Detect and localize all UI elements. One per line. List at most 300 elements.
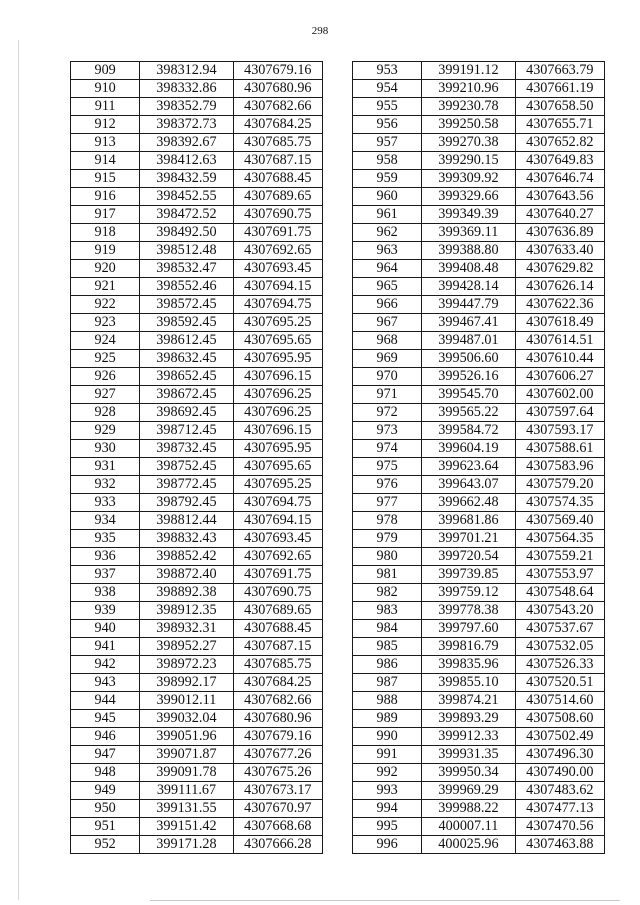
point-number-cell: 934 [71,512,140,530]
x-coordinate-cell: 399681.86 [422,512,515,530]
point-number-cell: 938 [71,584,140,602]
y-coordinate-cell: 4307588.61 [515,440,604,458]
y-coordinate-cell: 4307658.50 [515,98,604,116]
y-coordinate-cell: 4307514.60 [515,692,604,710]
table-row [71,440,323,458]
table-row [353,476,605,494]
y-coordinate-cell: 4307689.65 [233,602,322,620]
y-coordinate-cell: 4307682.66 [233,692,322,710]
point-number-cell: 948 [71,764,140,782]
point-number-cell: 983 [353,602,422,620]
y-coordinate-cell: 4307694.75 [233,494,322,512]
table-row [353,656,605,674]
x-coordinate-cell: 398992.17 [140,674,233,692]
point-number-cell: 912 [71,116,140,134]
x-coordinate-cell: 399447.79 [422,296,515,314]
table-row [71,80,323,98]
point-number-cell: 950 [71,800,140,818]
y-coordinate-cell: 4307593.17 [515,422,604,440]
y-coordinate-cell: 4307696.25 [233,386,322,404]
x-coordinate-cell: 398712.45 [140,422,233,440]
y-coordinate-cell: 4307532.05 [515,638,604,656]
x-coordinate-cell: 398732.45 [140,440,233,458]
y-coordinate-cell: 4307602.00 [515,386,604,404]
x-coordinate-cell: 398672.45 [140,386,233,404]
x-coordinate-cell: 399230.78 [422,98,515,116]
point-number-cell: 953 [353,62,422,80]
y-coordinate-cell: 4307696.15 [233,368,322,386]
table-row [353,764,605,782]
point-number-cell: 910 [71,80,140,98]
y-coordinate-cell: 4307579.20 [515,476,604,494]
table-row [71,710,323,728]
y-coordinate-cell: 4307689.65 [233,188,322,206]
table-row [71,206,323,224]
y-coordinate-cell: 4307661.19 [515,80,604,98]
x-coordinate-cell: 399388.80 [422,242,515,260]
table-row [353,620,605,638]
x-coordinate-cell: 399584.72 [422,422,515,440]
y-coordinate-cell: 4307520.51 [515,674,604,692]
y-coordinate-cell: 4307470.56 [515,818,604,836]
table-row [353,368,605,386]
x-coordinate-cell: 398892.38 [140,584,233,602]
point-number-cell: 980 [353,548,422,566]
y-coordinate-cell: 4307679.16 [233,62,322,80]
table-row [353,746,605,764]
x-coordinate-cell: 398592.45 [140,314,233,332]
y-coordinate-cell: 4307688.45 [233,620,322,638]
y-coordinate-cell: 4307668.68 [233,818,322,836]
point-number-cell: 928 [71,404,140,422]
x-coordinate-cell: 398852.42 [140,548,233,566]
table-row [71,548,323,566]
table-row [353,98,605,116]
x-coordinate-cell: 398652.45 [140,368,233,386]
x-coordinate-cell: 398952.27 [140,638,233,656]
y-coordinate-cell: 4307682.66 [233,98,322,116]
table-row [353,332,605,350]
table-row [71,404,323,422]
table-row [71,98,323,116]
x-coordinate-cell: 399816.79 [422,638,515,656]
point-number-cell: 909 [71,62,140,80]
table-row [353,116,605,134]
point-number-cell: 919 [71,242,140,260]
point-number-cell: 949 [71,782,140,800]
x-coordinate-cell: 398552.46 [140,278,233,296]
point-number-cell: 954 [353,80,422,98]
y-coordinate-cell: 4307685.75 [233,134,322,152]
x-coordinate-cell: 399526.16 [422,368,515,386]
point-number-cell: 961 [353,206,422,224]
point-number-cell: 911 [71,98,140,116]
y-coordinate-cell: 4307483.62 [515,782,604,800]
point-number-cell: 973 [353,422,422,440]
x-coordinate-cell: 399032.04 [140,710,233,728]
x-coordinate-cell: 399912.33 [422,728,515,746]
y-coordinate-cell: 4307687.15 [233,638,322,656]
x-coordinate-cell: 399623.64 [422,458,515,476]
x-coordinate-cell: 399835.96 [422,656,515,674]
x-coordinate-cell: 399329.66 [422,188,515,206]
x-coordinate-cell: 399797.60 [422,620,515,638]
x-coordinate-cell: 399428.14 [422,278,515,296]
table-row [71,134,323,152]
table-row [71,638,323,656]
y-coordinate-cell: 4307502.49 [515,728,604,746]
table-row [353,710,605,728]
point-number-cell: 992 [353,764,422,782]
x-coordinate-cell: 399662.48 [422,494,515,512]
x-coordinate-cell: 399051.96 [140,728,233,746]
y-coordinate-cell: 4307692.65 [233,548,322,566]
scan-edge-line [18,40,19,900]
y-coordinate-cell: 4307670.97 [233,800,322,818]
point-number-cell: 915 [71,170,140,188]
y-coordinate-cell: 4307694.15 [233,278,322,296]
x-coordinate-cell: 399701.21 [422,530,515,548]
table-row [353,728,605,746]
point-number-cell: 951 [71,818,140,836]
y-coordinate-cell: 4307695.95 [233,440,322,458]
table-row [71,296,323,314]
point-number-cell: 993 [353,782,422,800]
point-number-cell: 936 [71,548,140,566]
x-coordinate-cell: 398692.45 [140,404,233,422]
x-coordinate-cell: 399988.22 [422,800,515,818]
table-row [353,638,605,656]
y-coordinate-cell: 4307688.45 [233,170,322,188]
point-number-cell: 988 [353,692,422,710]
y-coordinate-cell: 4307695.95 [233,350,322,368]
point-number-cell: 990 [353,728,422,746]
x-coordinate-cell: 398312.94 [140,62,233,80]
point-number-cell: 916 [71,188,140,206]
point-number-cell: 952 [71,836,140,854]
x-coordinate-cell: 399012.11 [140,692,233,710]
x-coordinate-cell: 398452.55 [140,188,233,206]
table-row [71,476,323,494]
table-row [71,512,323,530]
y-coordinate-cell: 4307636.89 [515,224,604,242]
table-row [71,746,323,764]
point-number-cell: 930 [71,440,140,458]
point-number-cell: 935 [71,530,140,548]
table-row [353,62,605,80]
table-row [353,224,605,242]
point-number-cell: 971 [353,386,422,404]
point-number-cell: 981 [353,566,422,584]
table-row [353,206,605,224]
y-coordinate-cell: 4307684.25 [233,674,322,692]
table-row [71,314,323,332]
x-coordinate-cell: 399604.19 [422,440,515,458]
x-coordinate-cell: 399565.22 [422,404,515,422]
table-row [71,782,323,800]
table-row [71,350,323,368]
point-number-cell: 947 [71,746,140,764]
point-number-cell: 979 [353,530,422,548]
point-number-cell: 939 [71,602,140,620]
table-row [71,692,323,710]
y-coordinate-cell: 4307548.64 [515,584,604,602]
y-coordinate-cell: 4307463.88 [515,836,604,854]
point-number-cell: 920 [71,260,140,278]
table-row [353,314,605,332]
x-coordinate-cell: 398352.79 [140,98,233,116]
y-coordinate-cell: 4307695.65 [233,458,322,476]
table-row [71,368,323,386]
y-coordinate-cell: 4307677.26 [233,746,322,764]
table-row [71,674,323,692]
point-number-cell: 913 [71,134,140,152]
x-coordinate-cell: 398332.86 [140,80,233,98]
point-number-cell: 958 [353,152,422,170]
y-coordinate-cell: 4307610.44 [515,350,604,368]
point-number-cell: 991 [353,746,422,764]
point-number-cell: 927 [71,386,140,404]
y-coordinate-cell: 4307696.15 [233,422,322,440]
y-coordinate-cell: 4307695.25 [233,476,322,494]
point-number-cell: 987 [353,674,422,692]
point-number-cell: 984 [353,620,422,638]
y-coordinate-cell: 4307640.27 [515,206,604,224]
point-number-cell: 914 [71,152,140,170]
y-coordinate-cell: 4307564.35 [515,530,604,548]
y-coordinate-cell: 4307508.60 [515,710,604,728]
table-row [71,836,323,854]
x-coordinate-cell: 398912.35 [140,602,233,620]
point-number-cell: 975 [353,458,422,476]
table-row [71,566,323,584]
point-number-cell: 972 [353,404,422,422]
x-coordinate-cell: 398392.67 [140,134,233,152]
point-number-cell: 976 [353,476,422,494]
point-number-cell: 944 [71,692,140,710]
x-coordinate-cell: 398812.44 [140,512,233,530]
point-number-cell: 956 [353,116,422,134]
table-row [71,602,323,620]
y-coordinate-cell: 4307696.25 [233,404,322,422]
x-coordinate-cell: 399969.29 [422,782,515,800]
table-row [353,584,605,602]
table-row [71,62,323,80]
x-coordinate-cell: 398372.73 [140,116,233,134]
y-coordinate-cell: 4307694.75 [233,296,322,314]
y-coordinate-cell: 4307693.45 [233,260,322,278]
x-coordinate-cell: 399191.12 [422,62,515,80]
point-number-cell: 926 [71,368,140,386]
x-coordinate-cell: 399250.58 [422,116,515,134]
y-coordinate-cell: 4307691.75 [233,566,322,584]
x-coordinate-cell: 399290.15 [422,152,515,170]
table-row [71,494,323,512]
point-number-cell: 995 [353,818,422,836]
x-coordinate-cell: 399071.87 [140,746,233,764]
coordinate-table-right [352,61,605,854]
point-number-cell: 945 [71,710,140,728]
table-row [71,764,323,782]
y-coordinate-cell: 4307663.79 [515,62,604,80]
point-number-cell: 962 [353,224,422,242]
y-coordinate-cell: 4307629.82 [515,260,604,278]
y-coordinate-cell: 4307574.35 [515,494,604,512]
x-coordinate-cell: 399931.35 [422,746,515,764]
x-coordinate-cell: 398612.45 [140,332,233,350]
x-coordinate-cell: 399855.10 [422,674,515,692]
x-coordinate-cell: 399210.96 [422,80,515,98]
x-coordinate-cell: 399487.01 [422,332,515,350]
table-row [353,602,605,620]
point-number-cell: 959 [353,170,422,188]
point-number-cell: 967 [353,314,422,332]
table-row [353,278,605,296]
y-coordinate-cell: 4307569.40 [515,512,604,530]
y-coordinate-cell: 4307695.65 [233,332,322,350]
y-coordinate-cell: 4307680.96 [233,80,322,98]
table-row [353,422,605,440]
table-row [71,818,323,836]
table-row [71,800,323,818]
y-coordinate-cell: 4307643.56 [515,188,604,206]
table-row [353,242,605,260]
y-coordinate-cell: 4307559.21 [515,548,604,566]
table-row [353,494,605,512]
x-coordinate-cell: 398972.23 [140,656,233,674]
table-row [353,692,605,710]
y-coordinate-cell: 4307685.75 [233,656,322,674]
x-coordinate-cell: 399270.38 [422,134,515,152]
table-row [353,674,605,692]
x-coordinate-cell: 398872.40 [140,566,233,584]
table-row [71,224,323,242]
table-row [71,584,323,602]
x-coordinate-cell: 399950.34 [422,764,515,782]
point-number-cell: 974 [353,440,422,458]
point-number-cell: 989 [353,710,422,728]
point-number-cell: 968 [353,332,422,350]
point-number-cell: 965 [353,278,422,296]
y-coordinate-cell: 4307695.25 [233,314,322,332]
x-coordinate-cell: 399309.92 [422,170,515,188]
point-number-cell: 955 [353,98,422,116]
table-row [353,170,605,188]
x-coordinate-cell: 399349.39 [422,206,515,224]
x-coordinate-cell: 399545.70 [422,386,515,404]
y-coordinate-cell: 4307526.33 [515,656,604,674]
point-number-cell: 940 [71,620,140,638]
point-number-cell: 942 [71,656,140,674]
x-coordinate-cell: 399874.21 [422,692,515,710]
x-coordinate-cell: 399408.48 [422,260,515,278]
coordinate-table-left [70,61,323,854]
y-coordinate-cell: 4307626.14 [515,278,604,296]
table-row [353,548,605,566]
table-row [353,836,605,854]
point-number-cell: 929 [71,422,140,440]
table-row [353,80,605,98]
x-coordinate-cell: 400025.96 [422,836,515,854]
table-row [71,170,323,188]
x-coordinate-cell: 398632.45 [140,350,233,368]
y-coordinate-cell: 4307583.96 [515,458,604,476]
point-number-cell: 985 [353,638,422,656]
table-row [71,458,323,476]
x-coordinate-cell: 399171.28 [140,836,233,854]
x-coordinate-cell: 399778.38 [422,602,515,620]
table-row [71,188,323,206]
point-number-cell: 933 [71,494,140,512]
point-number-cell: 922 [71,296,140,314]
table-row [353,188,605,206]
table-row [353,260,605,278]
point-number-cell: 964 [353,260,422,278]
table-row [353,800,605,818]
scan-bottom-line [150,900,620,901]
y-coordinate-cell: 4307496.30 [515,746,604,764]
y-coordinate-cell: 4307633.40 [515,242,604,260]
table-row [71,332,323,350]
x-coordinate-cell: 399091.78 [140,764,233,782]
point-number-cell: 996 [353,836,422,854]
table-row [71,152,323,170]
point-number-cell: 918 [71,224,140,242]
point-number-cell: 924 [71,332,140,350]
y-coordinate-cell: 4307680.96 [233,710,322,728]
point-number-cell: 931 [71,458,140,476]
point-number-cell: 917 [71,206,140,224]
table-row [353,512,605,530]
table-row [71,656,323,674]
y-coordinate-cell: 4307649.83 [515,152,604,170]
y-coordinate-cell: 4307477.13 [515,800,604,818]
y-coordinate-cell: 4307673.17 [233,782,322,800]
y-coordinate-cell: 4307679.16 [233,728,322,746]
x-coordinate-cell: 398472.52 [140,206,233,224]
table-row [71,386,323,404]
point-number-cell: 986 [353,656,422,674]
table-row [71,278,323,296]
table-row [353,530,605,548]
point-number-cell: 977 [353,494,422,512]
y-coordinate-cell: 4307691.75 [233,224,322,242]
x-coordinate-cell: 398932.31 [140,620,233,638]
y-coordinate-cell: 4307666.28 [233,836,322,854]
y-coordinate-cell: 4307618.49 [515,314,604,332]
table-row [71,260,323,278]
y-coordinate-cell: 4307690.75 [233,206,322,224]
x-coordinate-cell: 398572.45 [140,296,233,314]
x-coordinate-cell: 399151.42 [140,818,233,836]
y-coordinate-cell: 4307684.25 [233,116,322,134]
x-coordinate-cell: 399893.29 [422,710,515,728]
x-coordinate-cell: 398432.59 [140,170,233,188]
y-coordinate-cell: 4307646.74 [515,170,604,188]
y-coordinate-cell: 4307652.82 [515,134,604,152]
x-coordinate-cell: 399643.07 [422,476,515,494]
point-number-cell: 969 [353,350,422,368]
x-coordinate-cell: 398772.45 [140,476,233,494]
table-row [71,242,323,260]
point-number-cell: 960 [353,188,422,206]
y-coordinate-cell: 4307694.15 [233,512,322,530]
y-coordinate-cell: 4307597.64 [515,404,604,422]
point-number-cell: 943 [71,674,140,692]
table-row [71,422,323,440]
table-row [353,134,605,152]
table-row [71,728,323,746]
